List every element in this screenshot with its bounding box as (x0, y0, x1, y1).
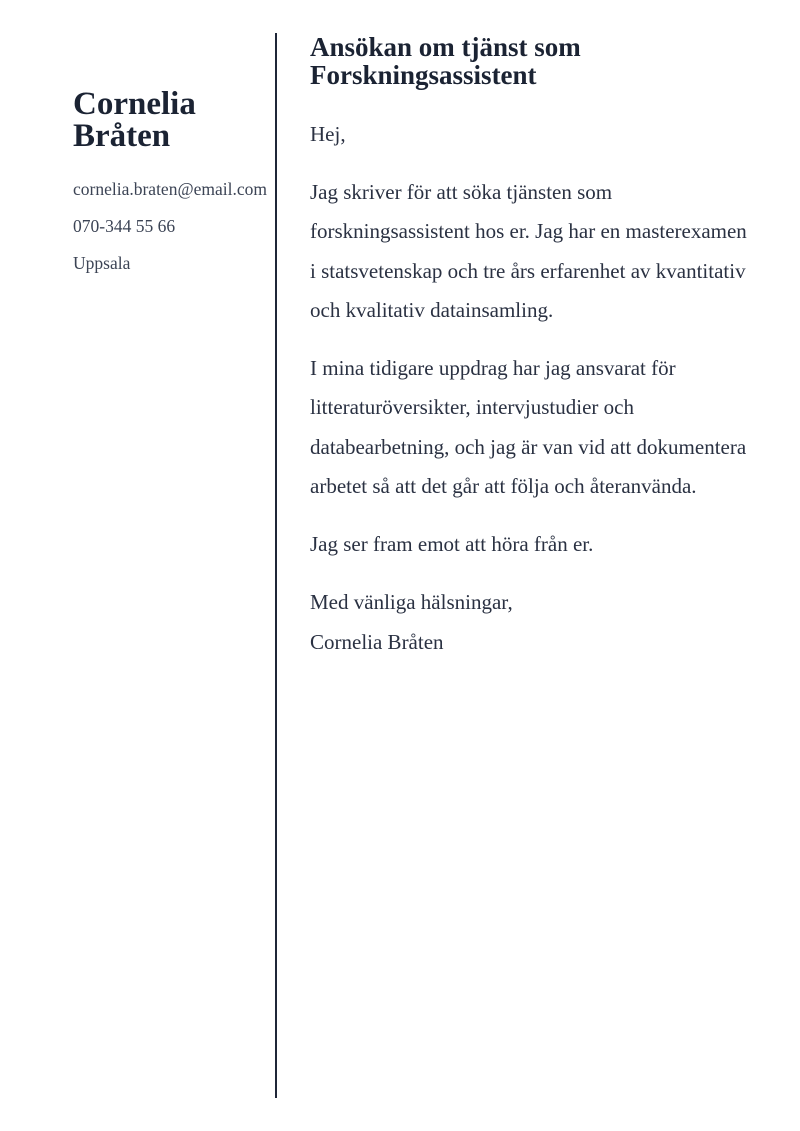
letter-title-line1: Ansökan om tjänst som (310, 32, 581, 62)
letter-title-line2: Forskningsassistent (310, 60, 537, 90)
contact-email: cornelia.braten@email.com (73, 179, 267, 199)
letter-paragraph-3: Jag ser fram emot att höra från er. (310, 531, 594, 556)
contact-phone: 070-344 55 66 (73, 216, 176, 236)
letter-title (310, 33, 750, 89)
applicant-first-name: Cornelia (73, 86, 196, 122)
vertical-divider (275, 33, 277, 1098)
letter-greeting: Hej, (310, 122, 346, 146)
sidebar (73, 88, 273, 287)
applicant-name (73, 88, 273, 152)
contact-details (73, 176, 273, 287)
letter-signature: Cornelia Bråten (310, 630, 444, 654)
letter-sign-off (310, 582, 750, 662)
letter-paragraph-1: Jag skriver för att söka tjänsten som forskningsassistent hos er. Jag har en masterexamen i statsvetenskap och tre års erfarenhet av kvantitativ och kvalitativ datainsamling. (310, 179, 747, 322)
letter-paragraph-2: I mina tidigare uppdrag har jag ansvarat för litteraturöversikter, intervjustudier och databearbetning, och jag är van vid att dokumentera arbetet så att det går att följa och återanvända. (310, 355, 747, 498)
applicant-last-name: Bråten (73, 118, 171, 154)
letter-body (310, 33, 750, 662)
contact-city: Uppsala (73, 253, 131, 273)
letter-closing: Med vänliga hälsningar, (310, 590, 513, 614)
